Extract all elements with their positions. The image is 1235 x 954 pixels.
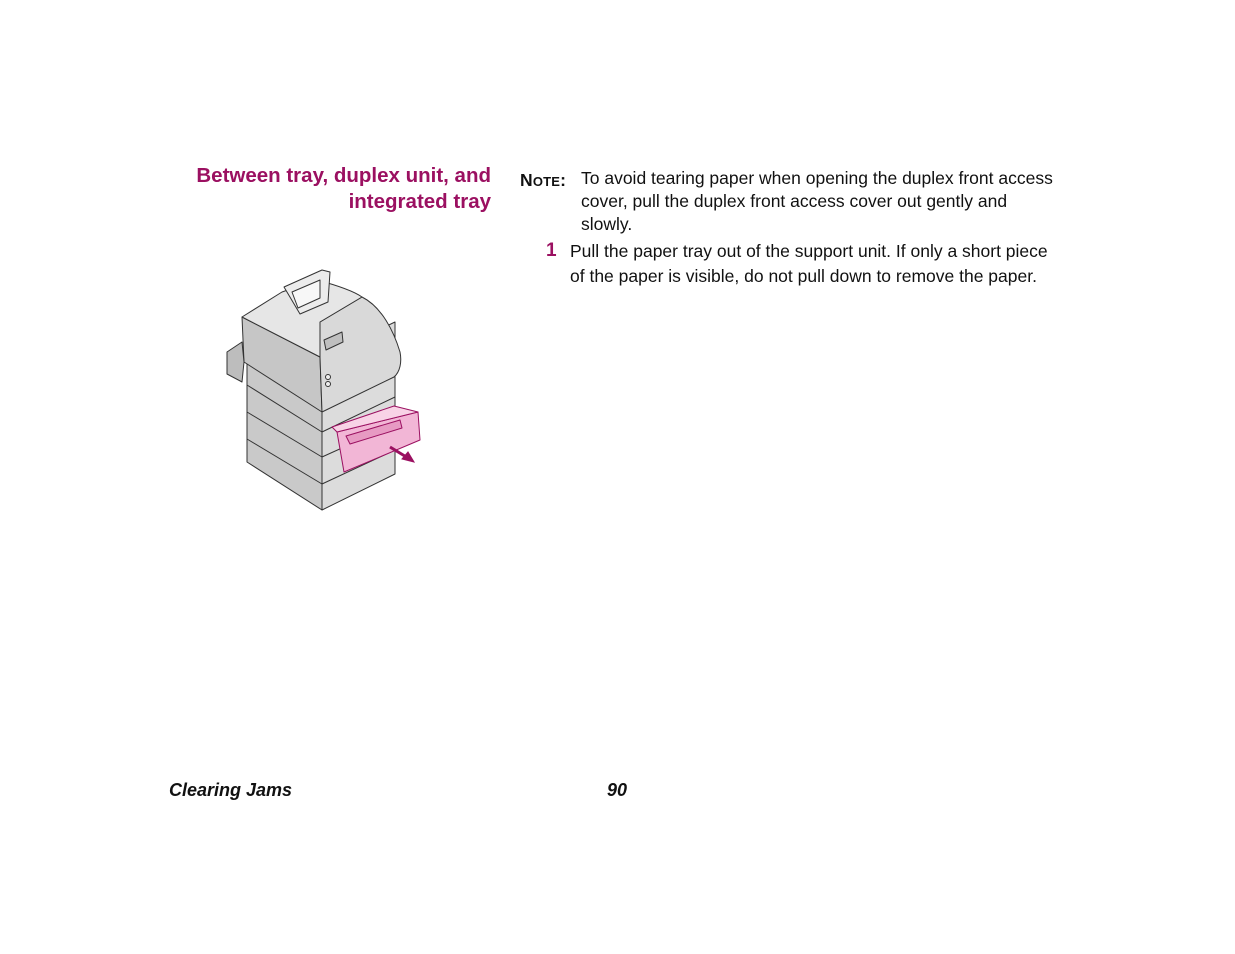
note-label-initial: N [520, 170, 533, 190]
note-text [581, 167, 1081, 236]
step-text [570, 239, 1090, 289]
printer-tray-illustration [222, 262, 427, 512]
note-label-smallcaps: OTE [532, 174, 561, 189]
step-number: 1 [546, 240, 557, 261]
footer-section-title: Clearing Jams [169, 780, 293, 800]
note-line-2: cover, pull the duplex front access cover out gently and [581, 191, 1008, 211]
step-line-1: Pull the paper tray out of the support unit. If only a short piece [570, 241, 1048, 261]
step-line-2: of the paper is visible, do not pull down to remove the paper. [570, 266, 1037, 286]
note-label-colon: : [560, 170, 567, 190]
section-heading-line-2: integrated tray [348, 190, 491, 213]
footer-page-number: 90 [607, 780, 628, 800]
section-heading [150, 163, 491, 215]
note-label [520, 169, 566, 193]
note-line-1: To avoid tearing paper when opening the duplex front access [581, 168, 1053, 188]
note-line-3: slowly. [581, 214, 633, 234]
section-heading-line-1: Between tray, duplex unit, and [196, 164, 491, 187]
